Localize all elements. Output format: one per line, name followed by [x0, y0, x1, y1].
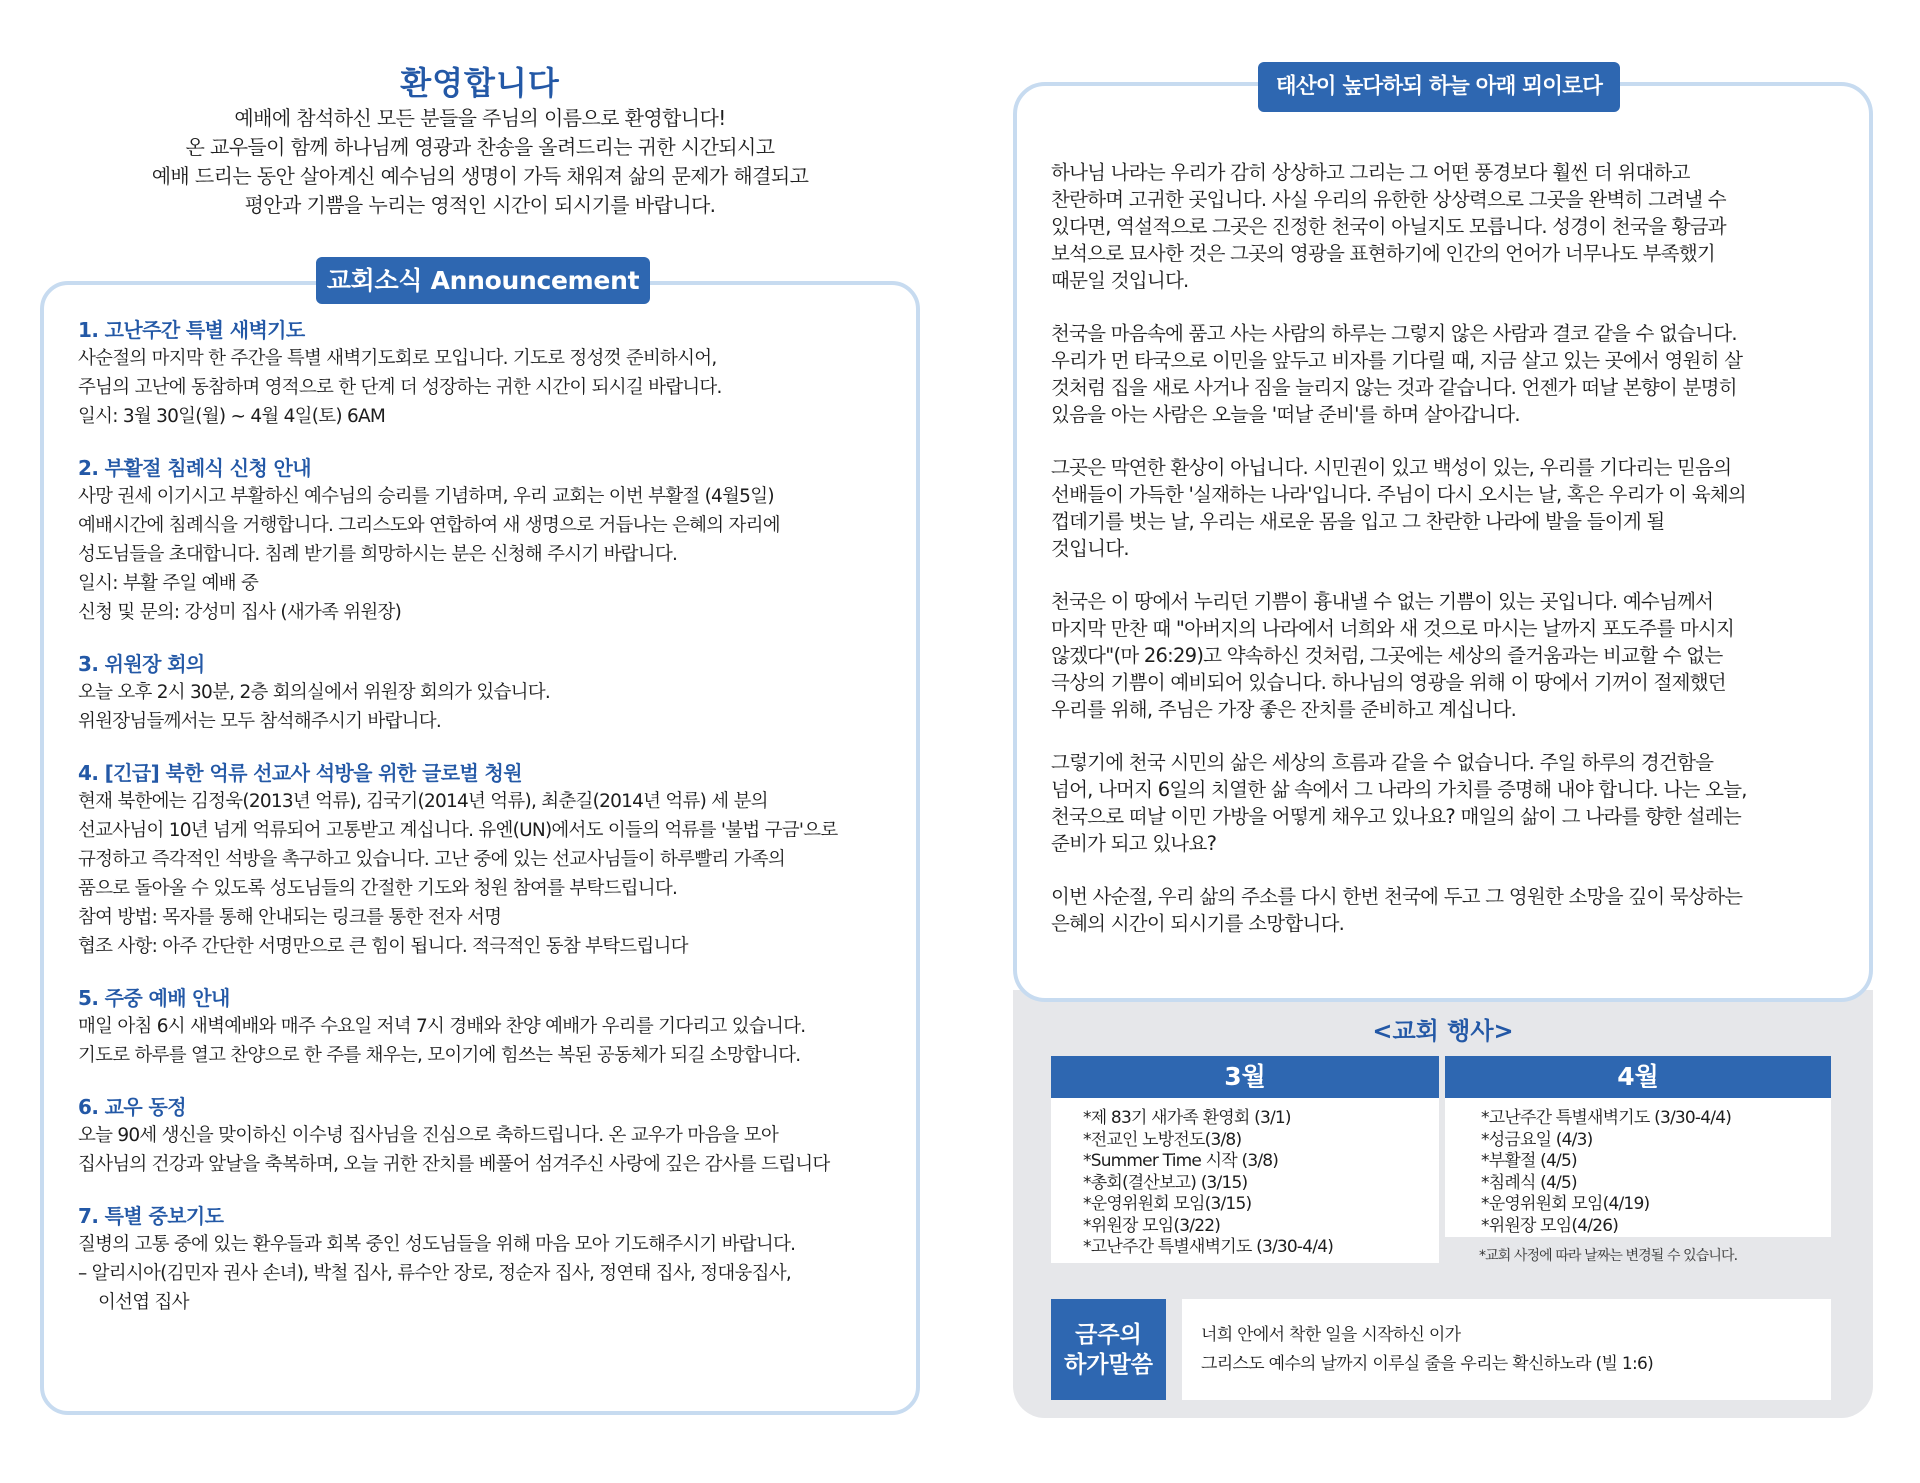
- announcement-item: [78, 984, 914, 1070]
- event-item: *위원장 모임(4/26): [1481, 1215, 1619, 1236]
- announcement-text: 주님의 고난에 동참하며 영적으로 한 단계 더 성장하는 귀한 시간이 되시길 바랍니다.: [78, 377, 722, 398]
- month-header-march: 3월: [1051, 1056, 1439, 1098]
- announcement-text: 매일 아침 6시 새벽예배와 매주 수요일 저녁 7시 경배와 찬양 예배가 우리를 기다리고 있습니다.: [78, 1016, 806, 1037]
- essay-line: 보석으로 묘사한 것은 그곳의 영광을 표현하기에 인간의 언어가 너무나도 부족했기: [1051, 242, 1715, 265]
- essay-paragraph: [1051, 454, 1851, 562]
- announcement-text: 선교사님이 10년 넘게 억류되어 고통받고 계십니다. 유엔(UN)에서도 이들의 억류를 '불법 구금'으로: [78, 820, 838, 841]
- announcement-text: 사망 권세 이기시고 부활하신 예수님의 승리를 기념하며, 우리 교회는 이번 부활절 (4월5일): [78, 486, 774, 507]
- verse-text: [1182, 1299, 1831, 1400]
- announcement-title: 6. 교우 동정: [78, 1095, 186, 1119]
- announcement-text: 질병의 고통 중에 있는 환우들과 회복 중인 성도님들을 위해 마음 모아 기도해주시기 바랍니다.: [78, 1234, 796, 1255]
- announcement-text: – 알리시아(김민자 권사 손녀), 박철 집사, 류수안 장로, 정순자 집사, 정연태 집사, 정대웅집사,: [78, 1263, 792, 1284]
- essay-line: 준비가 되고 있나요?: [1051, 832, 1217, 855]
- essay-line: 있음을 아는 사람은 오늘을 '떠날 준비'를 하며 살아갑니다.: [1051, 403, 1520, 426]
- essay-paragraph: [1051, 883, 1851, 937]
- essay-line: 선배들이 가득한 '실재하는 나라'입니다. 주님이 다시 오시는 날, 혹은 우리가 이 육체의: [1051, 483, 1747, 506]
- announcement-title: 2. 부활절 침례식 신청 안내: [78, 456, 311, 480]
- event-item: *고난주간 특별새벽기도 (3/30-4/4): [1083, 1237, 1334, 1257]
- announcement-item: [78, 650, 914, 736]
- essay-paragraph: [1051, 159, 1851, 294]
- essay-line: 찬란하며 고귀한 곳입니다. 사실 우리의 유한한 상상력으로 그곳을 완벽히 그려낼 수: [1051, 188, 1726, 211]
- announcement-item: [78, 316, 914, 431]
- events-note: *교회 사정에 따라 날짜는 변경될 수 있습니다.: [1479, 1248, 1738, 1264]
- announcement-text: 일시: 부활 주일 예배 중: [78, 573, 259, 594]
- verse-line: 너희 안에서 착한 일을 시작하신 이가: [1201, 1325, 1461, 1345]
- verse-label: [1051, 1299, 1166, 1400]
- essay-line: 있다면, 역설적으로 그곳은 진정한 천국이 아닐지도 모릅니다. 성경이 천국을 황금과: [1051, 215, 1726, 238]
- event-item: *Summer Time 시작 (3/8): [1083, 1151, 1279, 1171]
- event-item: *침례식 (4/5): [1481, 1172, 1577, 1193]
- announcement-item: [78, 1093, 914, 1179]
- announcement-item: [78, 759, 914, 961]
- essay-line: 은혜의 시간이 되시기를 소망합니다.: [1051, 912, 1345, 935]
- event-item: *운영위원회 모임(3/15): [1083, 1194, 1252, 1214]
- verse-label-line: 하가말씀: [1064, 1351, 1153, 1378]
- essay-line: 않겠다"(마 26:29)고 약속하신 것처럼, 그곳에는 세상의 즐거움과는 비교할 수 없는: [1051, 644, 1723, 667]
- essay-body: [1051, 159, 1851, 963]
- announcement-title: 3. 위원장 회의: [78, 652, 205, 676]
- verse-line: 그리스도 예수의 날까지 이루실 줄을 우리는 확신하노라 (빌 1:6): [1201, 1354, 1654, 1374]
- event-item: *운영위원회 모임(4/19): [1481, 1194, 1650, 1214]
- announcement-title: 4. [긴급] 북한 억류 선교사 석방을 위한 글로벌 청원: [78, 761, 522, 785]
- event-item: *고난주간 특별새벽기도 (3/30-4/4): [1481, 1108, 1732, 1128]
- essay-line: 넘어, 나머지 6일의 치열한 삶 속에서 그 나라의 가치를 증명해 내야 합니다. 나는 오늘,: [1051, 778, 1747, 801]
- essay-line: 껍데기를 벗는 날, 우리는 새로운 몸을 입고 그 찬란한 나라에 발을 들이게 될: [1051, 510, 1665, 533]
- welcome-message: [40, 104, 920, 220]
- essay-paragraph: [1051, 588, 1851, 723]
- event-list-april: [1445, 1098, 1831, 1237]
- essay-line: 마지막 만찬 때 "아버지의 나라에서 너희와 새 것으로 마시는 날까지 포도주를 마시지: [1051, 617, 1735, 640]
- essay-line: 때문일 것입니다.: [1051, 269, 1189, 292]
- announcement-text: 현재 북한에는 김정욱(2013년 억류), 김국기(2014년 억류), 최춘길(2014년 억류) 세 분의: [78, 791, 768, 812]
- announcement-text: 참여 방법: 목자를 통해 안내되는 링크를 통한 전자 서명: [78, 907, 502, 928]
- essay-line: 것처럼 집을 새로 사거나 짐을 늘리지 않는 것과 같습니다. 언젠가 떠날 본향이 분명히: [1051, 376, 1737, 399]
- announcement-text: 이선엽 집사: [98, 1292, 189, 1313]
- essay-line: 천국은 이 땅에서 누리던 기쁨이 흉내낼 수 없는 기쁨이 있는 곳입니다. 예수님께서: [1051, 590, 1714, 613]
- announcement-text: 오늘 오후 2시 30분, 2층 회의실에서 위원장 회의가 있습니다.: [78, 682, 551, 703]
- essay-line: 이번 사순절, 우리 삶의 주소를 다시 한번 천국에 두고 그 영원한 소망을 깊이 묵상하는: [1051, 885, 1743, 908]
- announcement-item: [78, 1202, 914, 1317]
- essay-line: 천국으로 떠날 이민 가방을 어떻게 채우고 있나요? 매일의 삶이 그 나라를 향한 설레는: [1051, 805, 1741, 828]
- announcement-text: 협조 사항: 아주 간단한 서명만으로 큰 힘이 됩니다. 적극적인 동참 부탁드립니다: [78, 936, 688, 957]
- announcement-title: 1. 고난주간 특별 새벽기도: [78, 318, 305, 342]
- essay-line: 천국을 마음속에 품고 사는 사람의 하루는 그렇지 않은 사람과 결코 같을 수 없습니다.: [1051, 322, 1737, 345]
- announcement-list: [78, 316, 914, 1340]
- announcement-text: 품으로 돌아올 수 있도록 성도님들의 간절한 기도와 청원 참여를 부탁드립니다.: [78, 878, 678, 899]
- announcement-item: [78, 454, 914, 627]
- verse-label-line: 금주의: [1075, 1321, 1142, 1348]
- event-item: *성금요일 (4/3): [1481, 1129, 1593, 1150]
- announcement-text: 예배시간에 침례식을 거행합니다. 그리스도와 연합하여 새 생명으로 거듭나는 은혜의 자리에: [78, 515, 780, 536]
- announcement-title: 5. 주중 예배 안내: [78, 986, 230, 1010]
- announcement-text: 일시: 3월 30일(월) ~ 4월 4일(토) 6AM: [78, 406, 386, 427]
- event-list-march: [1051, 1098, 1439, 1263]
- month-header-april: 4월: [1445, 1056, 1831, 1098]
- announcement-text: 사순절의 마지막 한 주간을 특별 새벽기도회로 모입니다. 기도로 정성껏 준비하시어,: [78, 348, 717, 369]
- event-item: *위원장 모임(3/22): [1083, 1215, 1221, 1236]
- essay-paragraph: [1051, 749, 1851, 857]
- welcome-line: 평안과 기쁨을 누리는 영적인 시간이 되시기를 바랍니다.: [244, 193, 716, 217]
- welcome-line: 예배에 참석하신 모든 분들을 주님의 이름으로 환영합니다!: [234, 106, 726, 130]
- welcome-title: 환영합니다: [400, 64, 560, 102]
- announcement-text: 집사님의 건강과 앞날을 축복하며, 오늘 귀한 잔치를 베풀어 섬겨주신 사랑에 깊은 감사를 드립니다: [78, 1154, 830, 1175]
- event-item: *부활절 (4/5): [1481, 1151, 1577, 1171]
- announcement-text: 위원장님들께서는 모두 참석해주시기 바랍니다.: [78, 711, 441, 732]
- essay-paragraph: [1051, 320, 1851, 428]
- essay-line: 하나님 나라는 우리가 감히 상상하고 그리는 그 어떤 풍경보다 훨씬 더 위대하고: [1051, 161, 1690, 184]
- announcement-text: 규정하고 즉각적인 석방을 촉구하고 있습니다. 고난 중에 있는 선교사님들이 하루빨리 가족의: [78, 849, 786, 870]
- events-title: <교회 행사>: [1372, 1017, 1514, 1045]
- event-item: *총회(결산보고) (3/15): [1083, 1172, 1248, 1193]
- announcement-text: 기도로 하루를 열고 찬양으로 한 주를 채우는, 모이기에 힘쓰는 복된 공동체가 되길 소망합니다.: [78, 1045, 801, 1066]
- essay-line: 극상의 기쁨이 예비되어 있습니다. 하나님의 영광을 위해 이 땅에서 기꺼이 절제했던: [1051, 671, 1726, 694]
- welcome-line: 예배 드리는 동안 살아계신 예수님의 생명이 가득 채워져 삶의 문제가 해결되고: [151, 164, 809, 188]
- essay-header: 태산이 높다하되 하늘 아래 뫼이로다: [1258, 62, 1620, 112]
- event-item: *제 83기 새가족 환영회 (3/1): [1083, 1108, 1291, 1128]
- announcement-text: 오늘 90세 생신을 맞이하신 이수녕 집사님을 진심으로 축하드립니다. 온 교우가 마음을 모아: [78, 1125, 778, 1146]
- essay-line: 그렇기에 천국 시민의 삶은 세상의 흐름과 같을 수 없습니다. 주일 하루의 경건함을: [1051, 751, 1714, 774]
- essay-line: 그곳은 막연한 환상이 아닙니다. 시민권이 있고 백성이 있는, 우리를 기다리는 믿음의: [1051, 456, 1732, 479]
- essay-line: 것입니다.: [1051, 537, 1129, 560]
- announcement-text: 성도님들을 초대합니다. 침례 받기를 희망하시는 분은 신청해 주시기 바랍니다.: [78, 544, 678, 565]
- event-item: *전교인 노방전도(3/8): [1083, 1129, 1242, 1150]
- essay-line: 우리가 먼 타국으로 이민을 앞두고 비자를 기다릴 때, 지금 살고 있는 곳에서 영원히 살: [1051, 349, 1743, 372]
- announcement-title: 7. 특별 중보기도: [78, 1204, 224, 1228]
- essay-line: 우리를 위해, 주님은 가장 좋은 잔치를 준비하고 계십니다.: [1051, 698, 1517, 721]
- announcement-header: 교회소식 Announcement: [316, 257, 650, 304]
- announcement-text: 신청 및 문의: 강성미 집사 (새가족 위원장): [78, 602, 402, 623]
- welcome-line: 온 교우들이 함께 하나님께 영광과 찬송을 올려드리는 귀한 시간되시고: [185, 135, 775, 159]
